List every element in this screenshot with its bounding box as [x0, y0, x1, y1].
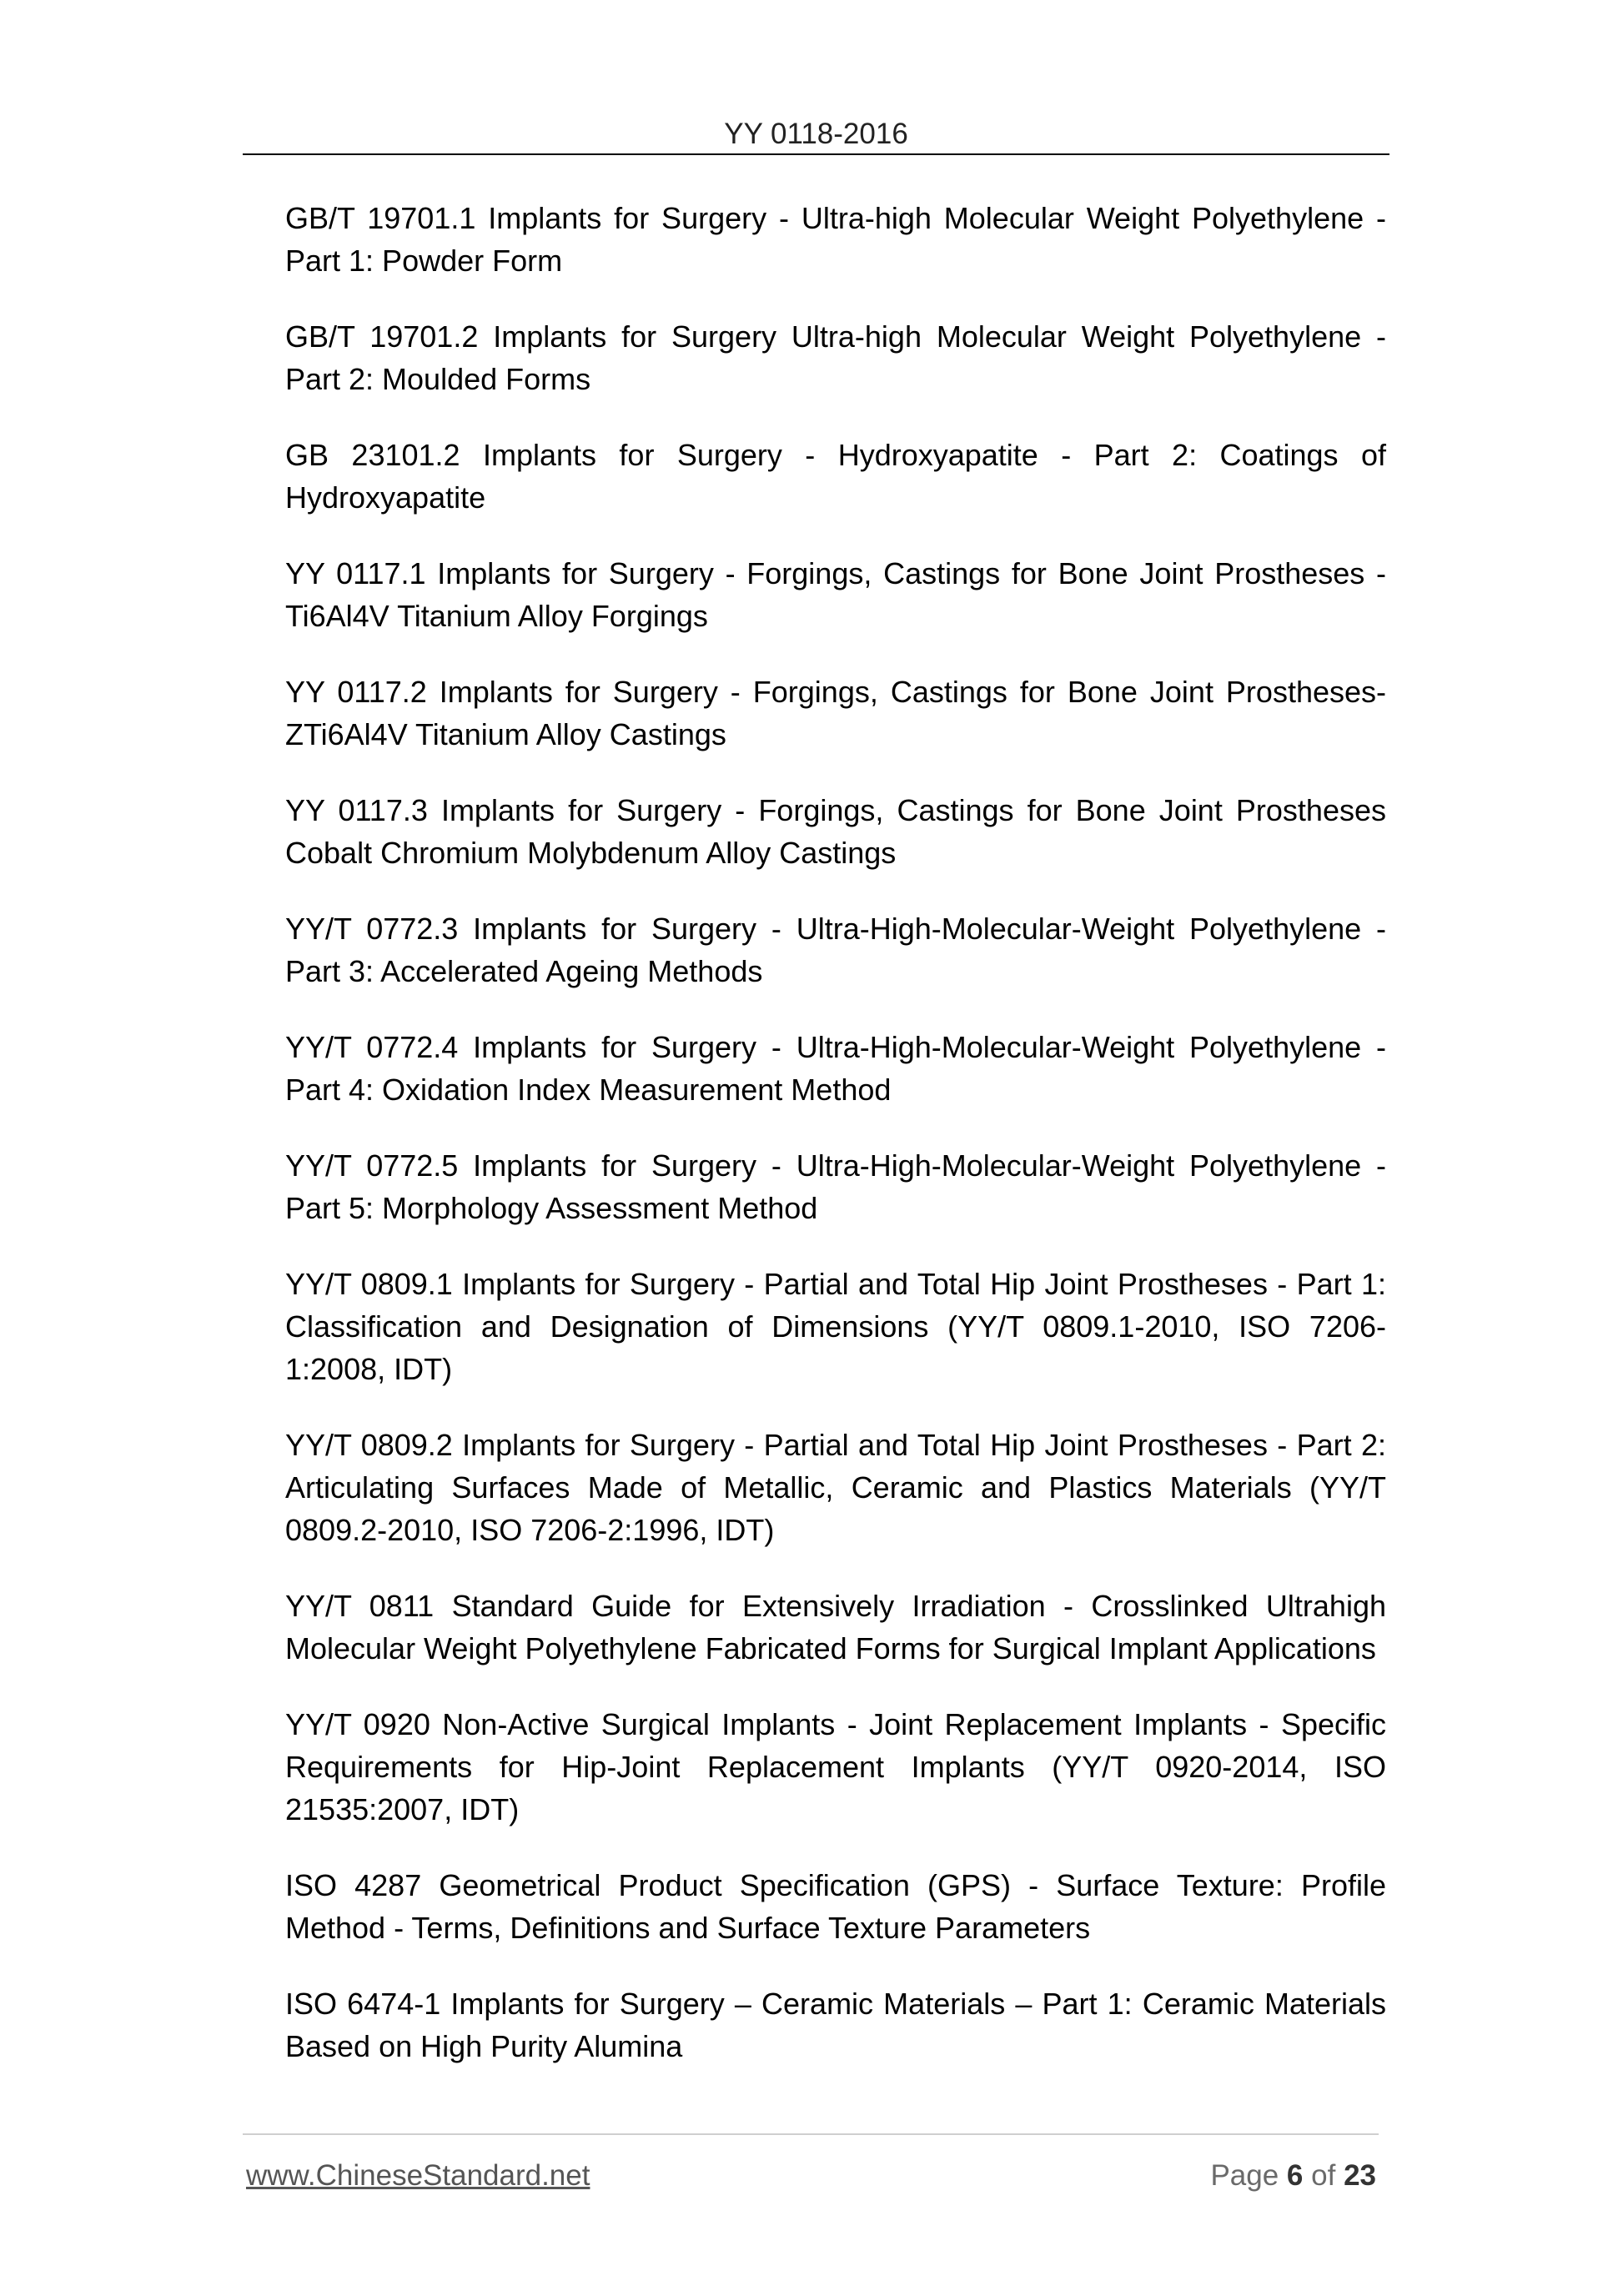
- website-link[interactable]: www.ChineseStandard.net: [246, 2159, 590, 2192]
- reference-item: ISO 4287 Geometrical Product Specification (GPS) - Surface Texture: Profile Method - Terms, Definitions and Surface Texture Parameters: [285, 1868, 1386, 1945]
- current-page-number: 6: [1286, 2159, 1304, 2192]
- reference-item: YY/T 0809.2 Implants for Surgery - Partial and Total Hip Joint Prostheses - Part 2: Articulating Surfaces Made of Metallic, Ceramic and Plastics Materials (YY/T 0809.2-2010, ISO 7206-2:1996, IDT): [285, 1428, 1386, 1547]
- reference-item: YY/T 0772.3 Implants for Surgery - Ultra-High-Molecular-Weight Polyethylene - Part 3: Accelerated Ageing Methods: [285, 912, 1386, 988]
- reference-list: [285, 197, 1386, 2101]
- reference-item: GB/T 19701.2 Implants for Surgery Ultra-high Molecular Weight Polyethylene - Part 2: Moulded Forms: [285, 319, 1386, 396]
- page-footer: [246, 2155, 1379, 2197]
- reference-item: YY 0117.3 Implants for Surgery - Forgings, Castings for Bone Joint Prostheses Cobalt Chromium Molybdenum Alloy Castings: [285, 793, 1386, 870]
- document-number: YY 0118-2016: [724, 118, 908, 150]
- footer-divider: [243, 2133, 1379, 2135]
- page-indicator: [1210, 2155, 1376, 2197]
- reference-item: YY/T 0772.5 Implants for Surgery - Ultra-High-Molecular-Weight Polyethylene - Part 5: Morphology Assessment Method: [285, 1148, 1386, 1225]
- reference-item: ISO 6474-1 Implants for Surgery – Ceramic Materials – Part 1: Ceramic Materials Based on High Purity Alumina: [285, 1987, 1386, 2063]
- reference-item: YY/T 0772.4 Implants for Surgery - Ultra-High-Molecular-Weight Polyethylene - Part 4: Oxidation Index Measurement Method: [285, 1030, 1386, 1107]
- reference-item: YY 0117.1 Implants for Surgery - Forgings, Castings for Bone Joint Prostheses - Ti6Al4V Titanium Alloy Forgings: [285, 556, 1386, 633]
- page-word: Page: [1210, 2159, 1279, 2192]
- reference-item: YY 0117.2 Implants for Surgery - Forgings, Castings for Bone Joint Prostheses-ZTi6Al4V Titanium Alloy Castings: [285, 675, 1386, 751]
- total-page-count: 23: [1344, 2159, 1376, 2192]
- reference-item: YY/T 0811 Standard Guide for Extensively Irradiation - Crosslinked Ultrahigh Molecular Weight Polyethylene Fabricated Forms for Surgical Implant Applications: [285, 1589, 1386, 1665]
- page-header: [243, 113, 1389, 155]
- of-word: of: [1311, 2159, 1336, 2192]
- reference-item: YY/T 0920 Non-Active Surgical Implants - Joint Replacement Implants - Specific Requirements for Hip-Joint Replacement Implants (YY/T 0920-2014, ISO 21535:2007, IDT): [285, 1707, 1386, 1826]
- reference-item: GB 23101.2 Implants for Surgery - Hydroxyapatite - Part 2: Coatings of Hydroxyapatite: [285, 438, 1386, 515]
- reference-item: YY/T 0809.1 Implants for Surgery - Partial and Total Hip Joint Prostheses - Part 1: Classification and Designation of Dimensions (YY/T 0809.1-2010, ISO 7206-1:2008, IDT): [285, 1267, 1386, 1386]
- reference-item: GB/T 19701.1 Implants for Surgery - Ultra-high Molecular Weight Polyethylene - Part 1: Powder Form: [285, 201, 1386, 278]
